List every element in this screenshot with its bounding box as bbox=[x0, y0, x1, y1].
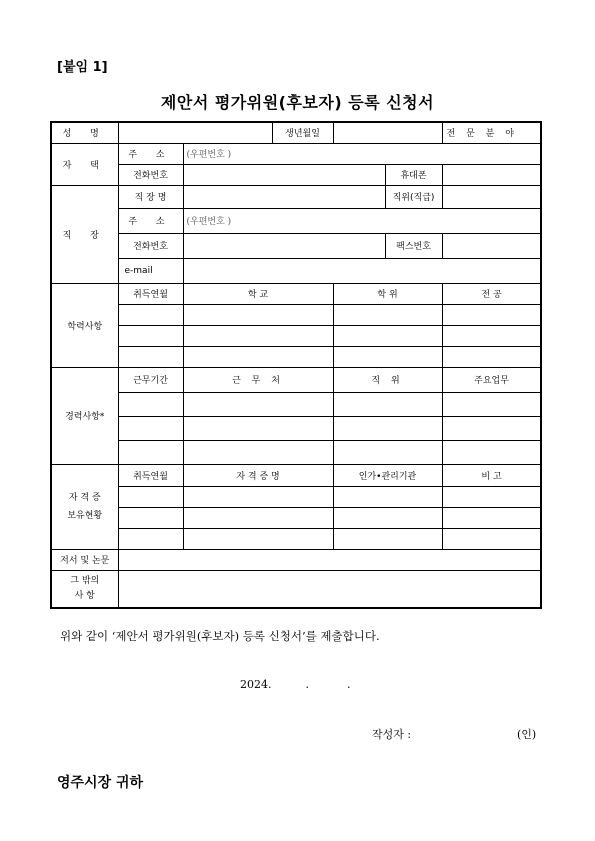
career-cell[interactable] bbox=[442, 416, 541, 440]
name-label: 성 명 bbox=[51, 122, 118, 143]
license-cell[interactable] bbox=[442, 528, 541, 549]
birth-field[interactable] bbox=[333, 122, 442, 143]
career-cell[interactable] bbox=[118, 440, 183, 464]
application-form-table bbox=[50, 121, 542, 609]
license-cell[interactable] bbox=[442, 507, 541, 528]
document-title: 제안서 평가위원(후보자) 등록 신청서 bbox=[160, 93, 435, 112]
license-cell[interactable] bbox=[118, 507, 183, 528]
edu-cell[interactable] bbox=[333, 346, 442, 367]
fax-field[interactable] bbox=[442, 233, 541, 258]
license-cell[interactable] bbox=[118, 528, 183, 549]
name-field[interactable] bbox=[118, 122, 272, 143]
work-label: 직 장 bbox=[51, 185, 118, 283]
mobile-field[interactable] bbox=[442, 164, 541, 185]
edu-cell[interactable] bbox=[118, 325, 183, 346]
position-label: 직위(직급) bbox=[385, 185, 442, 208]
edu-cell[interactable] bbox=[118, 304, 183, 325]
edu-col-date: 취득연월 bbox=[118, 283, 183, 304]
edu-cell[interactable] bbox=[183, 346, 333, 367]
career-col-workplace: 근 무 처 bbox=[183, 367, 333, 392]
edu-cell[interactable] bbox=[333, 325, 442, 346]
edu-cell[interactable] bbox=[442, 346, 541, 367]
career-cell[interactable] bbox=[183, 392, 333, 416]
career-col-position: 직 위 bbox=[333, 367, 442, 392]
email-field[interactable] bbox=[183, 258, 541, 283]
license-cell[interactable] bbox=[442, 486, 541, 507]
career-cell[interactable] bbox=[118, 392, 183, 416]
career-cell[interactable] bbox=[333, 416, 442, 440]
company-label: 직 장 명 bbox=[118, 185, 183, 208]
mobile-label: 휴대폰 bbox=[385, 164, 442, 185]
others-label-line1: 그 밖의 bbox=[70, 575, 100, 586]
position-field[interactable] bbox=[442, 185, 541, 208]
career-label bbox=[51, 367, 118, 464]
license-cell[interactable] bbox=[333, 528, 442, 549]
edu-cell[interactable] bbox=[333, 304, 442, 325]
license-col-note: 비 고 bbox=[442, 464, 541, 486]
date-month-dot: . bbox=[305, 678, 309, 691]
edu-cell[interactable] bbox=[183, 325, 333, 346]
career-cell[interactable] bbox=[118, 416, 183, 440]
others-field[interactable] bbox=[118, 570, 541, 608]
author-label: 작성자 : bbox=[372, 728, 412, 741]
work-phone-field[interactable] bbox=[183, 233, 385, 258]
publications-label: 저서 및 논문 bbox=[51, 549, 118, 570]
license-col-name: 자 격 증 명 bbox=[183, 464, 333, 486]
edu-cell[interactable] bbox=[442, 304, 541, 325]
license-col-date: 취득연월 bbox=[118, 464, 183, 486]
edu-cell[interactable] bbox=[183, 304, 333, 325]
license-cell[interactable] bbox=[183, 486, 333, 507]
seal-mark: (인) bbox=[517, 728, 537, 741]
license-label-line2: 보유현황 bbox=[67, 510, 103, 521]
home-address-label: 주 소 bbox=[118, 143, 183, 164]
license-cell[interactable] bbox=[183, 507, 333, 528]
home-phone-label: 전화번호 bbox=[118, 164, 183, 185]
career-cell[interactable] bbox=[442, 440, 541, 464]
publications-field[interactable] bbox=[118, 549, 541, 570]
attachment-label: [붙임 1] bbox=[57, 60, 108, 75]
work-address-field[interactable]: (우편번호 ) bbox=[183, 208, 541, 233]
career-cell[interactable] bbox=[333, 440, 442, 464]
education-label: 학력사항 bbox=[51, 283, 118, 367]
license-cell[interactable] bbox=[118, 486, 183, 507]
career-cell[interactable] bbox=[183, 440, 333, 464]
license-col-agency: 인가•관리기관 bbox=[333, 464, 442, 486]
edu-col-school: 학 교 bbox=[183, 283, 333, 304]
email-label: e-mail bbox=[118, 258, 183, 283]
license-cell[interactable] bbox=[333, 486, 442, 507]
career-mark: * bbox=[99, 412, 105, 422]
date-day-dot: . bbox=[347, 678, 351, 691]
specialty-label: 전 문 분 야 bbox=[442, 122, 541, 143]
submission-statement: 위와 같이 ‘제안서 평가위원(후보자) 등록 신청서’를 제출합니다. bbox=[60, 629, 380, 643]
work-phone-label: 전화번호 bbox=[118, 233, 183, 258]
edu-cell[interactable] bbox=[442, 325, 541, 346]
home-phone-field[interactable] bbox=[183, 164, 385, 185]
birth-label: 생년월일 bbox=[272, 122, 333, 143]
edu-col-degree: 학 위 bbox=[333, 283, 442, 304]
date-line bbox=[240, 678, 351, 691]
fax-label: 팩스번호 bbox=[385, 233, 442, 258]
license-label bbox=[51, 464, 118, 549]
career-col-period: 근무기간 bbox=[118, 367, 183, 392]
career-col-duties: 주요업무 bbox=[442, 367, 541, 392]
license-label-line1: 자 격 증 bbox=[68, 492, 101, 503]
others-label bbox=[51, 570, 118, 608]
home-address-field[interactable]: (우편번호 ) bbox=[183, 143, 541, 164]
date-year: 2024. bbox=[240, 678, 272, 691]
license-cell[interactable] bbox=[333, 507, 442, 528]
addressee: 영주시장 귀하 bbox=[57, 775, 144, 791]
career-cell[interactable] bbox=[183, 416, 333, 440]
others-label-line2: 사 항 bbox=[74, 590, 95, 601]
license-cell[interactable] bbox=[183, 528, 333, 549]
career-cell[interactable] bbox=[333, 392, 442, 416]
edu-cell[interactable] bbox=[118, 346, 183, 367]
edu-col-major: 전 공 bbox=[442, 283, 541, 304]
home-label: 자 택 bbox=[51, 143, 118, 185]
work-address-label: 주 소 bbox=[118, 208, 183, 233]
career-label-text: 경력사항 bbox=[65, 412, 100, 422]
career-cell[interactable] bbox=[442, 392, 541, 416]
company-field[interactable] bbox=[183, 185, 385, 208]
